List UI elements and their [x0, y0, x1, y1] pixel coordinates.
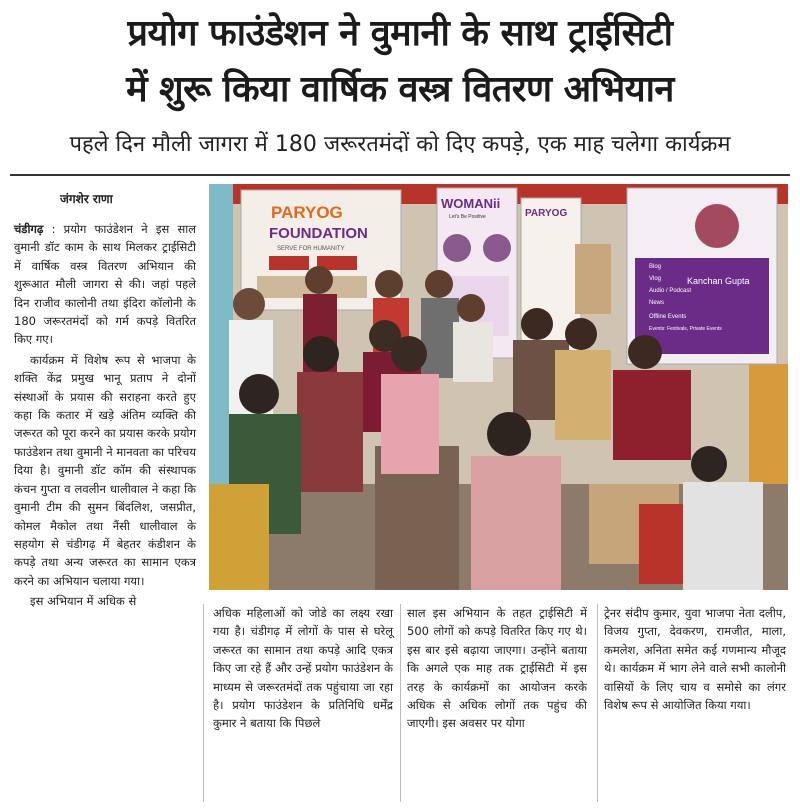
- headline-line-1: प्रयोग फाउंडेशन ने वुमानी के साथ ट्राईसिटी: [127, 13, 673, 54]
- banner-item-1: Vlog: [649, 276, 662, 282]
- kanchan-gupta-name: Kanchan Gupta: [687, 276, 750, 286]
- paryog-banner-line-1: PARYOG: [271, 203, 343, 222]
- banner-item-4: Offline Events: [649, 314, 687, 320]
- banner-item-0: Blog: [649, 264, 662, 270]
- dateline: चंडीगढ़: [14, 222, 44, 236]
- paragraph-1-text: : प्रयोग फाउंडेशन ने इस साल वुमानी डॉट काम के साथ मिलकर ट्राईसिटी में वार्षिक वस्त्र वितरण अभियान की शुरूआत मौली जागरा से की। जहां पहले दिन राजीव कालोनी तथा इंदिरा कॉलोनी के 180 जरूरतमंदों को गर्म कपड़े वितरित किए गए।: [14, 222, 196, 347]
- column-3-text: साल इस अभियान के तहत ट्राईसिटी में 500 लोगों को कपड़े वितरित किए गए थे। इस बार इसे बढ़ाया जाएगा। उन्होंने बताया कि अगले एक माह तक ट्राईसिटी में इस तरह के कार्यक्रमों का आयोजन करके अधिक से अधिक लोगों तक पहुंच की जाएगी। इस अवसर पर योगा: [407, 606, 587, 731]
- column-2-text: अधिक महिलाओं को जोडे का लक्ष्य रखा गया है। चंडीगढ़ में लोगों के पास से घरेलू जरूरत का सामान तथा कपड़े आदि एकत्र किए जा रहे हैं और उन्हें प्रयोग फाउंडेशन के माध्यम से जरूरतमंदों तक पहुंचाया जा रहा है। प्रयोग फाउंडेशन के प्रतिनिधि धर्मेंद्र कुमार ने बताया कि पिछले: [213, 606, 393, 731]
- article-column-3: [407, 604, 587, 735]
- headline-line-2: में शुरू किया वार्षिक वस्त्र वितरण अभियान: [126, 69, 674, 110]
- paragraph-2: कार्यक्रम में विशेष रूप से भाजपा के शक्ति केंद्र प्रमुख भानू प्रताप ने दोनों संस्थाओं के प्रयास की सराहना करते हुए कहा कि कतार में खड़े अंतिम व्यक्ति की जरूरत को पूरा करने का प्रयास करके प्रयोग फाउंडेशन तथा वुमानी ने मानवता का परिचय दिया है। वुमानी डॉट कॉम की संस्थापक कंचन गुप्ता व लवलीन धालीवाल ने कहा कि वुमानी टीम की सुमन बिंदलिश, जसप्रीत, कोमल मैकोल तथा नैंसी धालीवाल के सहयोग से चंडीगढ़ में बेहतर कंडीशन के कपड़े तथा अन्य जरूरत का सामान एकत्र करने का अभियान चलाया गया।: [14, 352, 196, 588]
- column-separator-1: [203, 604, 204, 802]
- banner-item-2: Audio / Podcast: [649, 288, 692, 294]
- paragraph-1: [14, 220, 196, 349]
- headline-divider: [10, 174, 790, 176]
- banner-item-3: News: [649, 300, 665, 306]
- banner-item-5: Events: Festivals, Private Events: [649, 326, 722, 332]
- column-separator-3: [597, 604, 598, 802]
- column-4-text: ट्रेनर संदीप कुमार, युवा भाजपा नेता दलीप, विजय गुप्ता, देवकरण, रामजीत, माला, कमलेश, अनिता समेत कई गणमान्य मौजूद थे। कार्यक्रम में भाग लेने वाले सभी कालोनी वासियों के लिए चाय व समोसे का लंगर विशेष रूप से आयोजित किया गया।: [604, 606, 786, 713]
- byline: जंगशेर राणा: [60, 192, 113, 206]
- article-column-1: [14, 220, 196, 613]
- column-separator-2: [400, 604, 401, 802]
- paragraph-3: इस अभियान में अधिक से: [30, 594, 137, 609]
- article-column-4: [604, 604, 786, 716]
- womanii-banner-tag: Let's Be Positive: [449, 214, 486, 220]
- article-column-2: [213, 604, 393, 735]
- womanii-banner-title: WOMANii: [441, 196, 501, 211]
- paryog-small-banner: PARYOG: [525, 208, 568, 219]
- event-photo: [209, 184, 788, 590]
- paryog-banner-tag: SERVE FOR HUMANITY: [277, 246, 345, 252]
- paryog-banner-line-2: FOUNDATION: [269, 225, 368, 242]
- subheadline: पहले दिन मौली जागरा में 180 जरूरतमंदों को दिए कपड़े, एक माह चलेगा कार्यक्रम: [69, 132, 731, 157]
- event-photo-illustration: [209, 184, 788, 590]
